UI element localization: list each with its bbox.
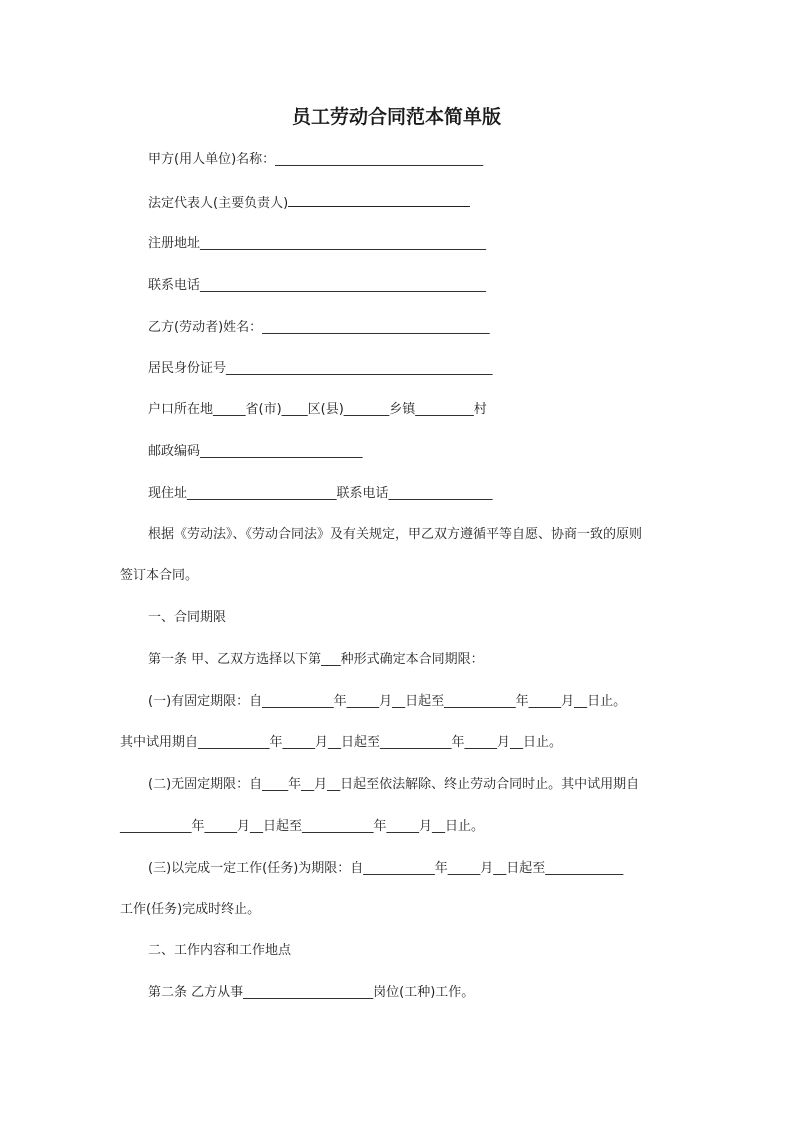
preamble-line-2: 签订本合同。 — [120, 568, 199, 583]
fixed-term-probation-line: 其中试用期自___________年_____月__日起至___________年_____月__日止。 — [120, 735, 563, 750]
legal-representative-line — [148, 192, 470, 214]
section-1-heading: 一、合同期限 — [148, 610, 227, 625]
legal-representative-label: 法定代表人(主要负责人) — [148, 196, 289, 211]
fixed-term-line: (一)有固定期限：自___________年_____月__日起至___________年_____月__日止。 — [148, 694, 627, 709]
registered-address-line: 注册地址____________________________________________ — [148, 236, 487, 251]
task-term-line: (三)以完成一定工作(任务)为期限：自___________年_____月__日起至____________ — [148, 861, 624, 876]
household-register-line: 户口所在地_____省(市)____区(县)_______乡镇_________村 — [148, 402, 487, 417]
party-a-phone-line: 联系电话____________________________________________ — [148, 278, 487, 293]
section-2-heading: 二、工作内容和工作地点 — [148, 943, 292, 958]
id-number-line: 居民身份证号_________________________________________ — [148, 361, 493, 376]
article-1-line: 第一条 甲、乙双方选择以下第___种形式确定本合同期限： — [148, 652, 484, 667]
preamble-line-1: 根据《劳动法》、《劳动合同法》及有关规定，甲乙双方遵循平等自愿、协商一致的原则 — [148, 527, 643, 542]
current-address-line: 现住址_______________________联系电话________________ — [148, 486, 493, 501]
party-b-name-line: 乙方(劳动者)姓名：___________________________________ — [148, 320, 490, 335]
party-a-name-line: 甲方(用人单位)名称：________________________________ — [148, 152, 484, 167]
task-term-end-line: 工作(任务)完成时终止。 — [120, 902, 261, 917]
article-2-line: 第二条 乙方从事____________________岗位(工种)工作。 — [148, 985, 475, 1000]
open-term-probation-line: ___________年_____月__日起至___________年_____月__日止。 — [120, 819, 485, 834]
document-title: 员工劳动合同范本简单版 — [291, 106, 501, 128]
legal-representative-underline — [288, 192, 470, 207]
open-term-line: (二)无固定期限：自____年__月__日起至依法解除、终止劳动合同时止。其中试用期自 — [148, 777, 640, 792]
postal-code-line: 邮政编码_________________________ — [148, 444, 363, 459]
